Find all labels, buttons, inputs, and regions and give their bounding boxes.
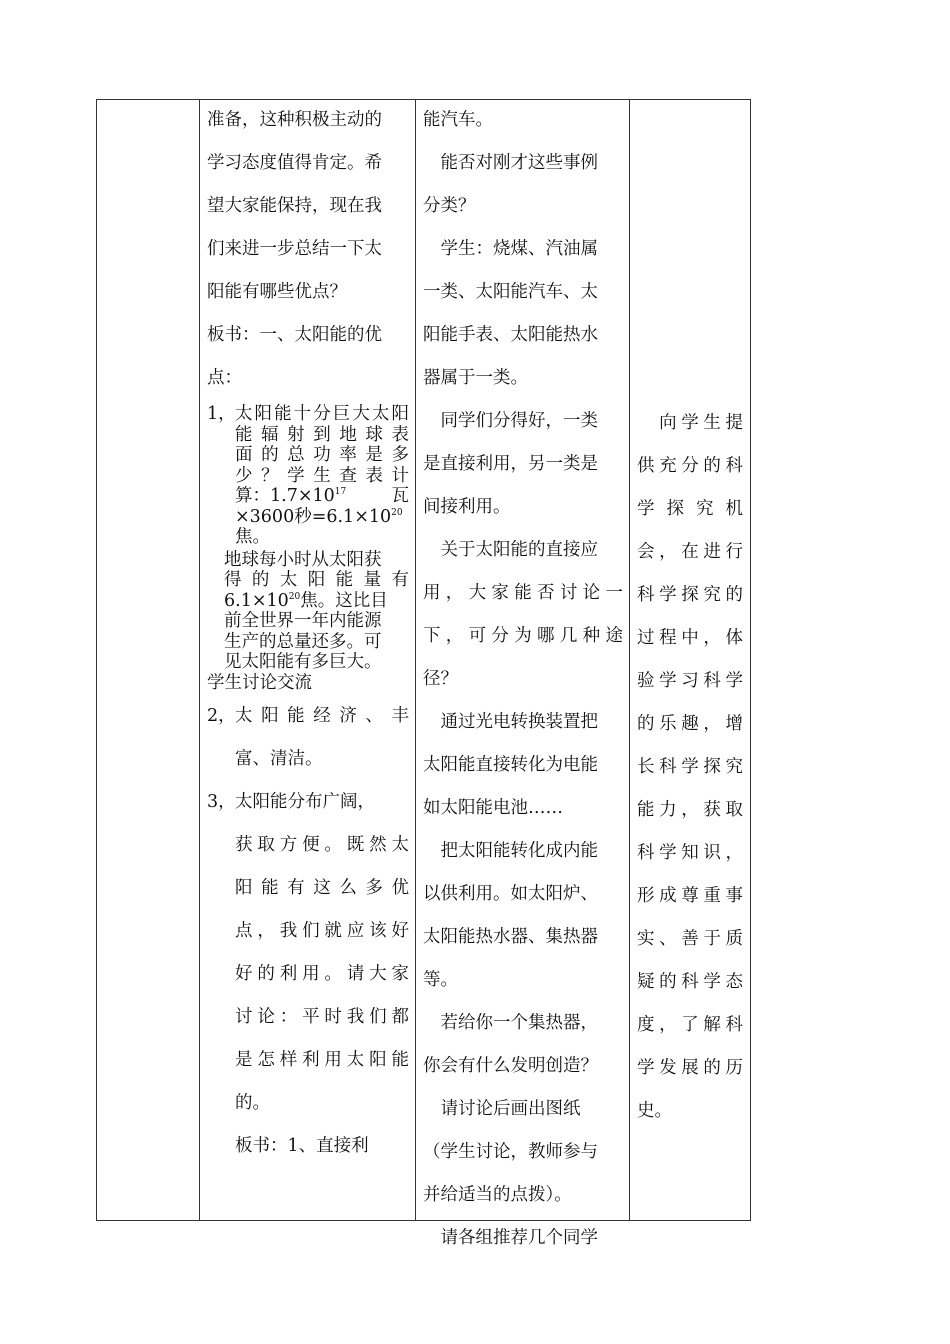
point-1-para: 前全世界一年内能源 <box>224 611 382 631</box>
col4-line: 疑的科学态 <box>637 972 743 992</box>
point-1-line: 能辐射到地球表 <box>235 424 409 445</box>
col3-line: 以供利用。如太阳炉、 <box>423 884 598 904</box>
lesson-plan-table <box>96 99 751 1248</box>
col4-line: 向学生提 <box>637 413 743 433</box>
col4-line: 供充分的科 <box>637 456 743 476</box>
exponent: 17 <box>334 487 347 497</box>
calc-text: ×3600秒=6.1×10 <box>235 506 392 527</box>
point-2 <box>207 695 409 781</box>
column-1-empty <box>97 100 199 1220</box>
point-1-para <box>224 591 409 612</box>
calc-text: 算：1.7×10 <box>235 486 335 506</box>
col3-line: 等。 <box>423 970 458 990</box>
col3-line: 能否对刚才这些事例 <box>423 153 598 173</box>
col4-line: 能力，获取 <box>637 800 743 820</box>
point-3-line: 好的利用。请大家 <box>235 964 409 984</box>
board-heading-2: 板书：1、直接利 <box>235 1136 369 1156</box>
point-1-para: 得的太阳能量有 <box>224 570 409 590</box>
column-2-teacher-activity <box>207 99 409 1168</box>
calculation-line <box>235 507 409 528</box>
col3-line: 器属于一类。 <box>423 368 528 388</box>
col4-line: 科学知识， <box>637 843 743 863</box>
col4-line: 过程中，体 <box>637 628 743 648</box>
col4-line: 长科学探究 <box>637 757 743 777</box>
point-1-para: 见太阳能有多巨大。 <box>224 652 382 672</box>
discussion-note: 学生讨论交流 <box>207 672 312 693</box>
exponent: 20 <box>288 591 301 602</box>
calculation-line: 焦。 <box>235 527 270 547</box>
point-3-line: 获取方便。既然太 <box>235 835 409 855</box>
point-1-number: 1， <box>207 404 236 424</box>
col4-line: 科学探究的 <box>637 585 743 605</box>
exponent: 20 <box>391 507 403 518</box>
col3-line: 太阳能直接转化为电能 <box>423 755 598 775</box>
col3-line: 分类？ <box>423 196 476 216</box>
col3-line: 如太阳能电池…… <box>423 798 563 818</box>
col3-line: 请各组推荐几个同学 <box>423 1228 598 1248</box>
col4-line: 学探究机 <box>637 499 743 519</box>
point-1-para: 地球每小时从太阳获 <box>224 549 382 570</box>
col3-line: 太阳能热水器、集热器 <box>423 927 598 947</box>
col3-line: 学生：烧煤、汽油属 <box>423 239 598 259</box>
col4-line: 验学习科学 <box>637 671 743 691</box>
point-1-line: 面的总功率是多 <box>235 445 409 465</box>
col4-line: 学发展的历 <box>637 1058 743 1078</box>
point-3-line: 太阳能分布广阔， <box>235 792 375 812</box>
col2-line: 学习态度值得肯定。希 <box>207 153 382 173</box>
col3-line: 是直接利用，另一类是 <box>423 454 598 474</box>
para-text: 焦。这比目 <box>300 590 388 611</box>
col3-line: 关于太阳能的直接应 <box>423 540 598 560</box>
point-1-line: 太阳能十分巨大太阳 <box>235 404 409 424</box>
col3-line: 用，大家能否讨论一 <box>423 583 623 603</box>
point-3-line: 的。 <box>235 1093 270 1113</box>
point-3 <box>207 781 409 1168</box>
point-3-line: 讨论：平时我们都 <box>235 1007 409 1027</box>
col2-line: 望大家能保持，现在我 <box>207 196 382 216</box>
column-divider <box>199 100 200 1220</box>
column-3-student-activity <box>423 99 623 1260</box>
col4-line: 度，了解科 <box>637 1015 743 1035</box>
col4-line: 形成尊重事 <box>637 886 743 906</box>
col3-line: 把太阳能转化成内能 <box>423 841 598 861</box>
col3-line: （学生讨论，教师参与 <box>423 1142 598 1162</box>
col3-line: 通过光电转换装置把 <box>423 712 598 732</box>
board-heading-1: 点： <box>207 368 242 388</box>
col3-line: 同学们分得好，一类 <box>423 411 598 431</box>
col3-line: 若给你一个集热器， <box>423 1013 598 1033</box>
column-divider <box>415 100 416 1220</box>
col4-line: 史。 <box>637 1101 672 1121</box>
column-divider <box>629 100 630 1220</box>
point-2-line: 富、清洁。 <box>235 749 323 769</box>
point-1-line: 少？学生查表计 <box>235 465 409 486</box>
calculation-line <box>235 486 409 507</box>
col2-line: 阳能有哪些优点？ <box>207 282 347 302</box>
col3-line: 间接利用。 <box>423 497 511 517</box>
point-2-number: 2， <box>207 706 236 726</box>
point-3-line: 是怎样利用太阳能 <box>235 1050 409 1070</box>
para-text: 6.1×10 <box>224 590 289 611</box>
point-1 <box>207 404 409 673</box>
col4-line: 的乐趣，增 <box>637 714 743 734</box>
col3-line: 能汽车。 <box>423 110 493 130</box>
col2-line: 准备，这种积极主动的 <box>207 110 382 130</box>
point-3-line: 阳能有这么多优 <box>235 878 409 898</box>
col4-line: 实、善于质 <box>637 929 743 949</box>
col2-line: 们来进一步总结一下太 <box>207 239 382 259</box>
col3-line: 下，可分为哪几种途 <box>423 626 623 646</box>
col3-line: 阳能手表、太阳能热水 <box>423 325 598 345</box>
column-4-design-intent <box>637 402 743 1133</box>
point-2-line: 太阳能经济、丰 <box>235 706 409 726</box>
col3-line: 请讨论后画出图纸 <box>423 1099 581 1119</box>
board-heading-1: 板书：一、太阳能的优 <box>207 325 382 345</box>
col3-line: 径？ <box>423 669 458 689</box>
point-3-line: 点，我们就应该好 <box>235 921 409 941</box>
col4-line: 会，在进行 <box>637 542 743 562</box>
col3-line: 并给适当的点拨）。 <box>423 1185 572 1205</box>
calc-unit: 瓦 <box>391 486 409 506</box>
point-1-para: 生产的总量还多。可 <box>224 631 382 652</box>
col3-line: 你会有什么发明创造？ <box>423 1056 598 1076</box>
point-3-number: 3， <box>207 792 236 812</box>
col3-line: 一类、太阳能汽车、太 <box>423 282 598 302</box>
